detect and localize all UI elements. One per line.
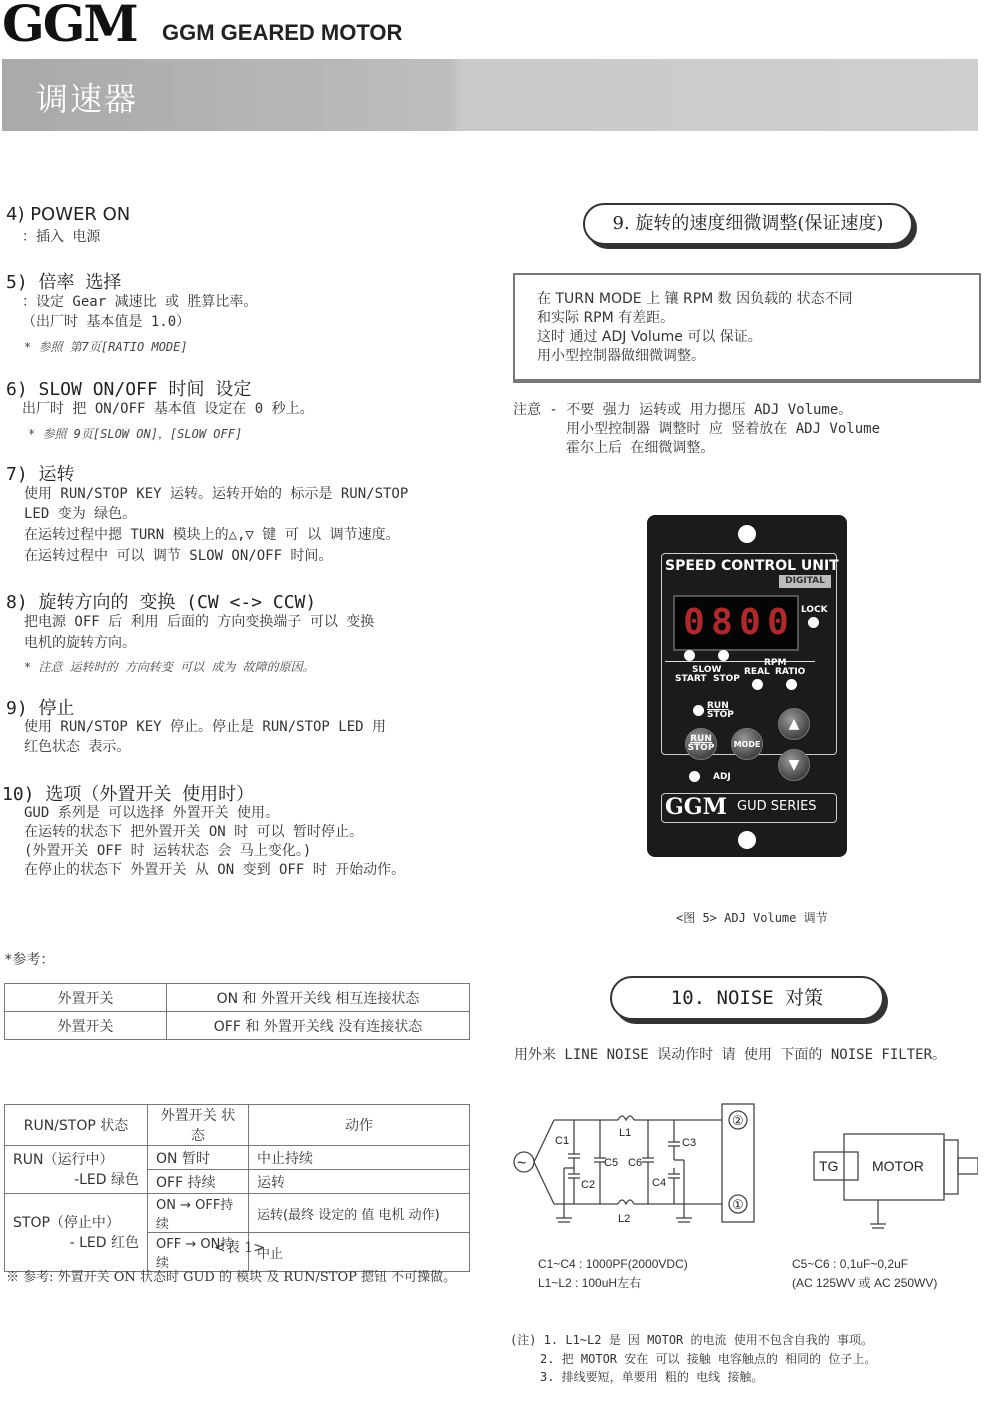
terminal-2: ②: [732, 1113, 744, 1128]
section-7-line: 使用 RUN/STOP KEY 运转。运转开始的 标示是 RUN/STOP: [24, 486, 409, 502]
footnote: ※ 参考: 外置开关 ON 状态时 GUD 的 模块 及 RUN/STOP 摁钮 不可操做。: [6, 1270, 457, 1285]
section-5-title: 5) 倍率 选择: [6, 272, 122, 293]
run-stop-button[interactable]: [685, 728, 717, 760]
caution-line: 用小型控制器 调整时 应 竖着放在 ADJ Volume: [566, 421, 881, 437]
table-header: 动作: [249, 1105, 470, 1146]
label-c6: C6: [628, 1157, 643, 1169]
table-cell: ON 暂时: [148, 1146, 249, 1170]
digital-badge: DIGITAL: [779, 575, 831, 588]
caution-line: 霍尔上后 在细微调整。: [566, 440, 715, 456]
brand-name: GGM GEARED MOTOR: [162, 20, 403, 45]
start-label: START: [675, 674, 707, 684]
state-led: - LED 红色: [69, 1234, 139, 1251]
section-10-line: 在运转的状态下 把外置开关 ON 时 可以 暂时停止。: [24, 824, 363, 840]
terminal-1: ①: [732, 1197, 744, 1212]
info-line: 这时 通过 ADJ Volume 可以 保证。: [537, 329, 762, 345]
run-stop-button-top: RUN: [690, 734, 712, 744]
spec-left: C1~C4 : 1000PF(2000VDC): [538, 1257, 688, 1271]
speed-control-unit: [647, 515, 847, 857]
spec-right: (AC 125WV 或 AC 250WV): [792, 1276, 938, 1290]
label-l1: L1: [619, 1127, 632, 1139]
section-9-title: 9) 停止: [6, 698, 75, 719]
section-10-line: GUD 系列是 可以选择 外置开关 使用。: [24, 805, 280, 821]
table-cell: 中止持续: [249, 1146, 470, 1170]
triangle-up-icon: ▲: [788, 715, 800, 732]
table-header: RUN/STOP 状态: [5, 1105, 148, 1146]
note-line: 2. 把 MOTOR 安在 可以 接触 电容触点的 相同的 位子上。: [540, 1352, 877, 1366]
table-header-row: [5, 1105, 470, 1146]
spec-right: C5~C6 : 0,1uF~0,2uF: [792, 1257, 909, 1271]
section-8-title: 8) 旋转方向的 变换 (CW <-> CCW): [6, 592, 317, 613]
info-line: 在 TURN MODE 上 镶 RPM 数 因负载的 状态不同: [537, 291, 853, 307]
section-6-line: 出厂时 把 ON/OFF 基本值 设定在 0 秒上。: [22, 401, 314, 417]
table-cell: OFF → ON持续: [148, 1233, 249, 1272]
section-10-heading: 10. NOISE 对策: [610, 976, 884, 1020]
display-digit: 0: [739, 602, 761, 643]
section-5-line: （出厂时 基本值是 1.0）: [22, 314, 191, 330]
real-led: [752, 679, 763, 690]
section-8-line: 电机的旋转方向。: [24, 635, 136, 651]
table-header: 外置开关 状态: [148, 1105, 249, 1146]
series-label: GUD SERIES: [737, 799, 817, 814]
state-name: RUN（运行中）: [13, 1151, 114, 1168]
table-cell: 运转: [249, 1170, 470, 1194]
section-7-title: 7) 运转: [6, 464, 75, 485]
stop-label: STOP: [713, 674, 740, 684]
state-name: STOP（停止中）: [13, 1214, 120, 1231]
section-8-note: * 注意 运转时的 方向转变 可以 成为 故障的原因。: [24, 660, 315, 674]
section-10-line: 在停止的状态下 外置开关 从 ON 变到 OFF 时 开始动作。: [24, 862, 406, 878]
adj-volume-hole[interactable]: [689, 771, 700, 782]
section-10-line: (外置开关 OFF 时 运转状态 会 马上变化。): [24, 843, 312, 859]
section-4-title: 4) POWER ON: [6, 204, 131, 225]
section-8-line: 把电源 OFF 后 利用 后面的 方向变换端子 可以 变换: [24, 614, 375, 630]
section-4-line: ：插入 电源: [22, 229, 101, 245]
info-line: 用小型控制器做细微调整。: [537, 348, 705, 364]
device-logo: GGM: [665, 794, 727, 820]
section-10-title: 10) 选项（外置开关 使用时）: [2, 784, 255, 805]
table-cell: 外置开关: [5, 984, 167, 1012]
triangle-down-icon: ▼: [788, 756, 800, 773]
table-cell: 中止: [249, 1233, 470, 1272]
display-digit: 8: [711, 602, 733, 643]
info-line: 和实际 RPM 有差距。: [537, 310, 675, 326]
table-cell: ON → OFF持续: [148, 1194, 249, 1233]
section-9-line: 使用 RUN/STOP KEY 停止。停止是 RUN/STOP LED 用: [24, 719, 387, 735]
mount-hole: [738, 831, 756, 849]
run-stop-led: [693, 705, 704, 716]
table-cell: OFF 持续: [148, 1170, 249, 1194]
section-banner: [2, 59, 978, 131]
stop-led-label: STOP: [707, 710, 734, 720]
real-label: REAL: [744, 667, 770, 677]
label-l2: L2: [618, 1213, 631, 1225]
state-cell: [5, 1194, 148, 1272]
table-row: [5, 1012, 470, 1040]
ratio-label: RATIO: [775, 667, 806, 677]
rpm-label: RPM: [764, 658, 787, 668]
state-cell: [5, 1146, 148, 1194]
noise-filter-circuit: [508, 1098, 978, 1238]
slow-stop-led: [718, 650, 729, 661]
down-button[interactable]: [778, 749, 810, 781]
table-cell: 运转(最终 设定的 值 电机 动作): [249, 1194, 470, 1233]
table-caption: <表 1>: [214, 1240, 265, 1256]
display-digit: 0: [767, 602, 789, 643]
mode-button[interactable]: MODE: [731, 728, 763, 760]
run-stop-button-bottom: STOP: [687, 743, 715, 753]
note-line: 3. 排线要短，单要用 粗的 电线 接触。: [540, 1370, 764, 1384]
state-led: -LED 绿色: [74, 1171, 139, 1188]
page-title: 调速器: [36, 80, 139, 118]
slow-label: SLOW: [692, 665, 722, 675]
label-c5: C5: [604, 1157, 619, 1169]
label-c3: C3: [682, 1137, 697, 1149]
adj-label: ADJ: [713, 772, 731, 782]
label-c2: C2: [581, 1179, 596, 1191]
reference-label: *参考：: [4, 952, 55, 968]
section-5-note: * 参照 第7页[RATIO MODE]: [24, 340, 188, 354]
table-row: [5, 984, 470, 1012]
caution-line: 注意 - 不要 强力 运转或 用力摁压 ADJ Volume。: [513, 402, 853, 418]
label-tg: TG: [819, 1158, 839, 1174]
figure-caption: <图 5> ADJ Volume 调节: [676, 911, 828, 925]
note-line: (注) 1. L1~L2 是 因 MOTOR 的电流 使用不包含自我的 事项。: [510, 1333, 873, 1347]
lock-led: [808, 617, 819, 628]
mount-hole: [738, 525, 756, 543]
info-box: [513, 273, 981, 383]
label-c4: C4: [652, 1177, 667, 1189]
table-cell: 外置开关: [5, 1012, 167, 1040]
table-cell: ON 和 外置开关线 相互连接状态: [167, 984, 470, 1012]
section-7-line: 在运转过程中摁 TURN 模块上的△,▽ 键 可 以 调节速度。: [24, 527, 400, 543]
ratio-led: [786, 679, 797, 690]
section-9-heading: 9. 旋转的速度细微调整(保证速度): [583, 203, 913, 245]
slow-start-led: [684, 650, 695, 661]
spec-left: L1~L2 : 100uH左右: [538, 1276, 642, 1290]
logo: GGM: [2, 0, 137, 53]
section-7-line: 在运转过程中 可以 调节 SLOW ON/OFF 时间。: [24, 548, 333, 564]
reference-table: [4, 983, 470, 1040]
table-row: [5, 1194, 470, 1233]
section-6-note: * 参照 9页[SLOW ON]，[SLOW OFF]: [28, 427, 243, 441]
run-led-label: RUN: [707, 701, 729, 711]
unit-title: SPEED CONTROL UNIT: [665, 558, 839, 574]
section-6-title: 6) SLOW ON/OFF 时间 设定: [6, 379, 252, 400]
label-c1: C1: [555, 1135, 570, 1147]
noise-intro: 用外来 LINE NOISE 误动作时 请 使用 下面的 NOISE FILTER。: [514, 1047, 947, 1063]
table-cell: OFF 和 外置开关线 没有连接状态: [167, 1012, 470, 1040]
section-5-line: ：设定 Gear 减速比 或 胜算比率。: [22, 294, 258, 310]
lock-label: LOCK: [801, 605, 828, 615]
up-button[interactable]: [778, 708, 810, 740]
display-digit: 0: [683, 602, 705, 643]
section-7-line: LED 变为 绿色。: [24, 506, 137, 522]
section-9-line: 红色状态 表示。: [24, 739, 131, 755]
ac-source-icon: ~: [517, 1155, 527, 1172]
table-row: [5, 1146, 470, 1170]
label-motor: MOTOR: [872, 1158, 924, 1174]
